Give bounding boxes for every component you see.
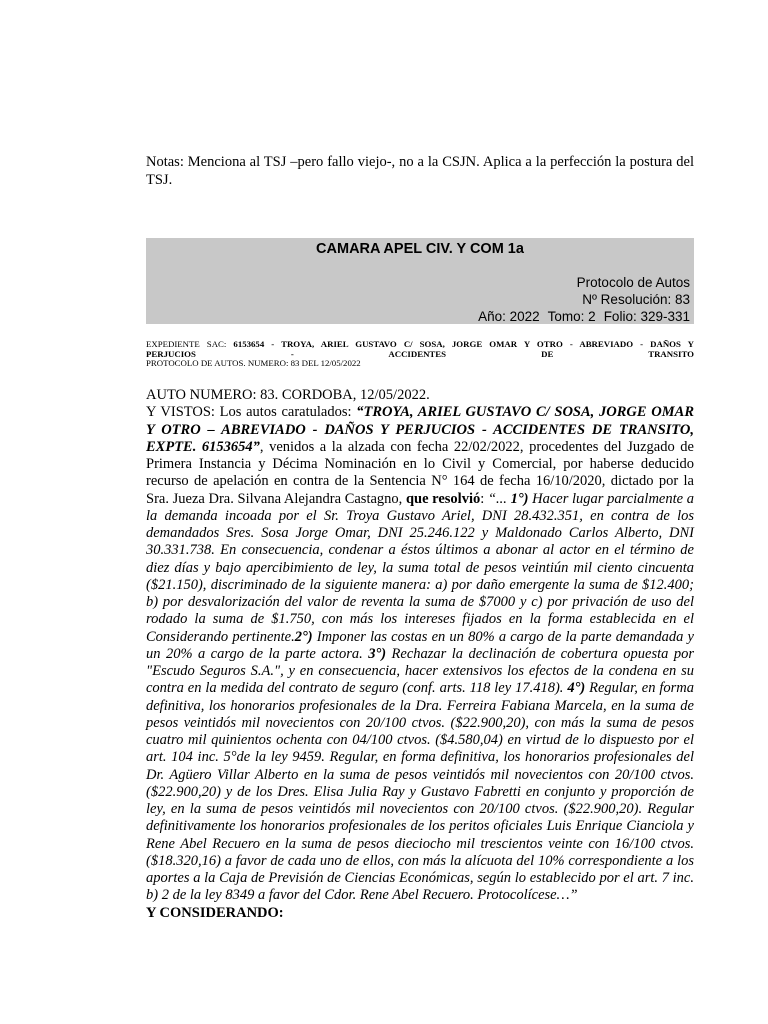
- vistos-lead: Y VISTOS: Los autos caratulados:: [146, 404, 357, 421]
- year-value: Año: 2022: [478, 309, 540, 324]
- protocol-meta: [478, 274, 690, 325]
- case-caption: “TROYA, ARIEL GUSTAVO C/ SOSA, JORGE OMAR Y OTRO – ABREVIADO - DAÑOS Y PERJUCIOS - ACCIDENTES DE TRANSITO, EXPTE. 6153654”: [146, 404, 694, 455]
- point-4-text: Regular, en forma definitiva, los honorarios profesionales de la Dra. Ferreira Fabiana Marcela, en la suma de pesos veintidós mil novecientos con 20/100 ctvos. ($22.900,20), con más la suma de pesos cuatro mil quinientos ochenta con 04/100 ctvos. ($4.580,04) en virtud de lo dispuesto por el art. 104 inc. 5°de la ley 9459. Regular, en forma definitiva, los honorarios profesionales del Dr. Agüero Villar Alberto en la suma de pesos veintidós mil novecientos con 20/100 ctvos. ($22.900,20) y de los Dres. Elisa Julia Ray y Gustavo Fabretti en conjunto y proporción de ley, en la suma de pesos veintidós mil novecientos con 20/100 ctvos. ($22.900,20). Regular definitivamente los honorarios profesionales de los peritos oficiales Luis Enrique Cianciola y Rene Abel Recuero en la suma de pesos dieciocho mil trescientos veinte con 16/100 ctvos. ($18.320,16) a favor de cada uno de ellos, con más la alícuota del 10% correspondiente a los aportes a la Caja de Previsión de Ciencias Económicas, según lo establecido por el art. 7 inc. b) 2 de la ley 8349 a favor del Cdor. Rene Abel Recuero. Protocolícese…”: [146, 680, 694, 904]
- resolution-number: Nº Resolución: 83: [582, 292, 690, 307]
- expediente-case: 6153654 - TROYA, ARIEL GUSTAVO C/ SOSA, JORGE OMAR Y OTRO - ABREVIADO - DAÑOS Y: [233, 339, 694, 349]
- tomo-value: Tomo: 2: [547, 309, 596, 324]
- considerando-heading: Y CONSIDERANDO:: [146, 904, 284, 921]
- resolvio-label: que resolvió: [405, 490, 481, 507]
- expediente-label: EXPEDIENTE SAC:: [146, 339, 227, 349]
- expediente-line-2: PERJUCIOS - ACCIDENTES DE TRANSITO: [146, 348, 694, 359]
- vistos-paragraph: [146, 404, 694, 904]
- expediente-protocol-line: PROTOCOLO DE AUTOS. NUMERO: 83 DEL 12/05/2022: [146, 358, 361, 368]
- protocol-label: Protocolo de Autos: [576, 275, 690, 290]
- point-1-number: 1°): [510, 490, 529, 507]
- court-name: CAMARA APEL CIV. Y COM 1a: [316, 241, 524, 257]
- point-1-text: Hacer lugar parcialmente a la demanda incoada por el Sr. Troya Gustavo Ariel, DNI 28.432.351, en contra de los demandados Sres. Sosa Jorge Omar, DNI 25.246.122 y Maldonado Carlos Alberto, DNI 30.331.738. En consecuencia, condenar a éstos últimos a abonar al actor en el término de diez días y bajo apercibimiento de ley, la suma total de pesos veintiún mil ciento cincuenta ($21.150), discriminado de la siguiente manera: a) por daño emergente la suma de $12.400; b) por desvalorización del valor de reventa la suma de $7000 y c) por privación de uso del rodado la suma de $1.750, con más los intereses fijados en la forma establecida en el Considerando pertinente.: [146, 490, 694, 645]
- point-2-number: 2°): [294, 628, 313, 645]
- notes-paragraph: Notas: Menciona al TSJ –pero fallo viejo-, no a la CSJN. Aplica a la perfección la postura del TSJ.: [146, 154, 694, 188]
- expediente-block: [146, 340, 694, 369]
- resolution-body: [146, 387, 694, 922]
- quote-open: “...: [487, 490, 511, 507]
- point-3-text: Rechazar la declinación de cobertura opuesta por "Escudo Seguros S.A.", y en consecuencia, hacer extensivos los efectos de la condena en su contra en la medida del contrato de seguro (conf. arts. 118 ley 17.418).: [146, 645, 694, 697]
- point-2-text: Imponer las costas en un 80% a cargo de la parte demandada y un 20% a cargo de la parte actora.: [146, 628, 694, 662]
- auto-number-line: AUTO NUMERO: 83. CORDOBA, 12/05/2022.: [146, 387, 430, 403]
- year-tomo-folio: [478, 308, 690, 325]
- point-4-number: 4°): [567, 680, 586, 697]
- folio-value: Folio: 329-331: [603, 309, 690, 324]
- vistos-text: , venidos a la alzada con fecha 22/02/2022, procedentes del Juzgado de Primera Instancia y Décima Nominación en lo Civil y Comercial, por haberse deducido recurso de apelación en contra de la Sentencia N° 164 de fecha 16/10/2020, dictado por la Sra. Jueza Dra. Silvana Alejandra Castagno,: [146, 438, 694, 507]
- court-header-box: [146, 238, 694, 324]
- colon: :: [480, 490, 488, 507]
- point-3-number: 3°): [368, 645, 387, 662]
